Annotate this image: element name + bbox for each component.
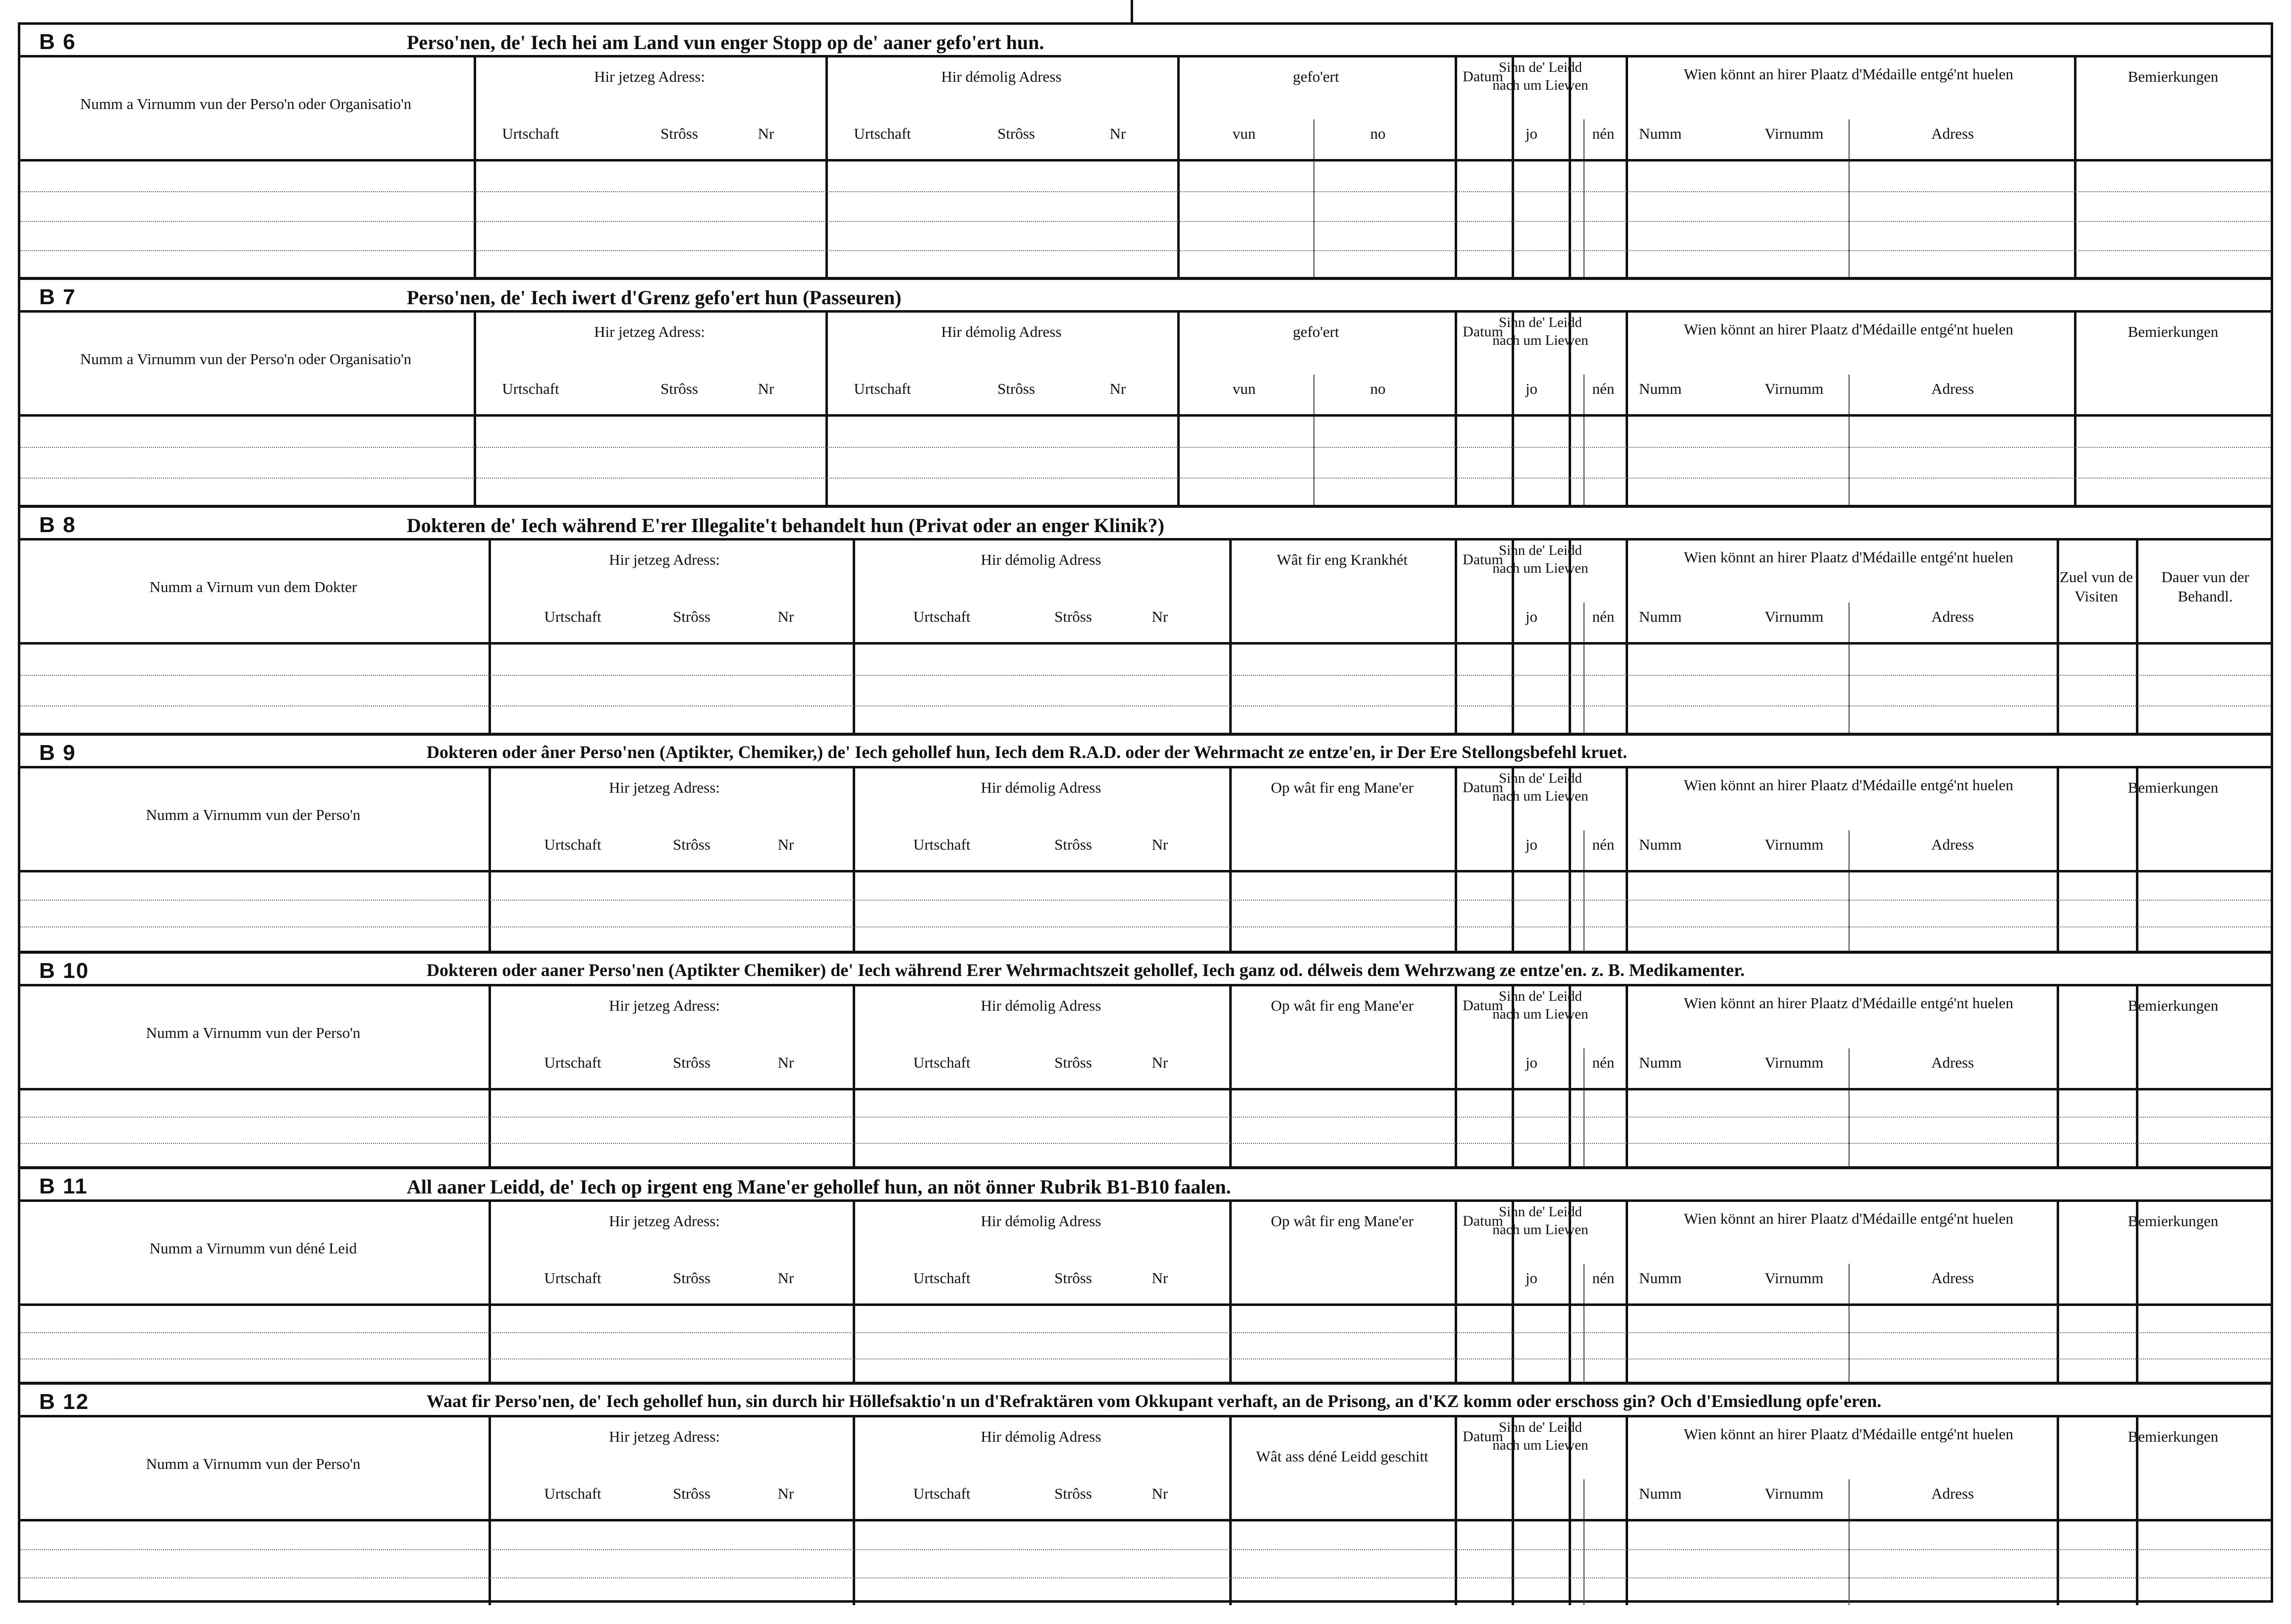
column-divider [853,768,855,954]
alive-yes-label: jo [1525,1054,1538,1071]
name-column-label: Numm a Virnumm vun der Perso'n oder Organisatio'n [80,95,412,112]
column-divider [489,986,491,1169]
medal-surname-label: Numm [1638,1054,1682,1071]
medal-address-label: Adress [1931,1269,1974,1287]
medal-address-label: Adress [1931,380,1974,397]
former-street-label: Strôss [1054,1054,1092,1071]
section-header [20,954,2271,986]
alive-question-label: Sinn de' Leidd nach um Liewen [1492,542,1588,577]
subcolumn-divider [1583,1479,1584,1605]
present-address-label: Hir jetzeg Adress: [609,1428,720,1445]
section-b7 [20,280,2271,508]
entry-line[interactable] [20,1549,2271,1550]
alive-yes-label: jo [1525,608,1538,625]
medal-address-label: Adress [1931,1054,1974,1071]
alive-yes-label: jo [1525,125,1538,142]
former-address-label: Hir démolig Adress [941,323,1062,340]
former-street-label: Strôss [1054,836,1092,853]
present-number-label: Nr [777,1485,794,1502]
medal-firstname-label: Virnumm [1764,1485,1824,1502]
medal-firstname-label: Virnumm [1764,125,1824,142]
header-body-rule [20,159,2271,162]
section-header [20,736,2271,768]
entry-line[interactable] [20,1332,2271,1333]
medal-address-label: Adress [1931,836,1974,853]
column-divider [489,1202,491,1385]
name-column-label: Numm a Virnumm vun der Perso'n [146,1024,361,1041]
name-column-label: Numm a Virnumm vun der Perso'n oder Organisatio'n [80,350,412,368]
entry-line[interactable] [20,191,2271,192]
present-address-label: Hir jetzeg Adress: [609,551,720,568]
present-number-label: Nr [777,1269,794,1287]
conducted-to-label: no [1370,125,1386,142]
alive-no-label: nén [1592,608,1615,625]
remarks-label: Bemierkungen [2127,779,2219,796]
alive-question-label: Sinn de' Leidd nach um Liewen [1492,1204,1588,1238]
former-town-label: Urtschaft [913,1054,971,1071]
alive-no-label: nén [1592,125,1615,142]
section-code: B 12 [39,1390,89,1414]
conducted-label: gefo'ert [1293,68,1339,85]
column-divider [1626,1202,1628,1385]
entry-line[interactable] [20,478,2271,479]
date-label: Datum [1463,68,1503,85]
date-label: Datum [1463,997,1503,1014]
header-body-rule [20,414,2271,417]
section-code: B 6 [39,30,76,54]
section-grid [20,768,2271,954]
former-address-label: Hir démolig Adress [981,1212,1101,1230]
medal-firstname-label: Virnumm [1764,1269,1824,1287]
present-street-label: Strôss [673,1485,710,1502]
alive-question-label: Sinn de' Leidd nach um Liewen [1492,988,1588,1023]
former-address-label: Hir démolig Adress [941,68,1062,85]
subcolumn-divider [1583,1264,1584,1385]
present-town-label: Urtschaft [502,125,559,142]
entry-line[interactable] [20,926,2271,927]
column-divider [1626,57,1628,280]
column-divider [1177,57,1180,280]
section-grid [20,1417,2271,1605]
column-divider [1455,986,1457,1169]
conducted-label: gefo'ert [1293,323,1339,340]
former-number-label: Nr [1151,836,1168,853]
section-title: Waat fir Perso'nen, de' Iech gehollef hun, sin durch hir Höllefsaktio'n un d'Refraktären vom Okkupant verhaft, an de Prisong, an d'KZ komm oder erschoss gin? Och d'Emsiedlung opfe'eren. [427,1391,1882,1411]
form-page [18,22,2273,1603]
former-number-label: Nr [1151,1269,1168,1287]
column-divider [853,1202,855,1385]
column-divider [1455,57,1457,280]
former-town-label: Urtschaft [913,608,971,625]
remarks-label: Bemierkungen [2127,1428,2219,1445]
alive-no-label: nén [1592,1269,1615,1287]
subcolumn-divider [1583,602,1584,736]
subcolumn-divider [1849,1264,1850,1385]
present-address-label: Hir jetzeg Adress: [594,68,705,85]
present-address-label: Hir jetzeg Adress: [609,779,720,796]
former-number-label: Nr [1151,608,1168,625]
medal-surname-label: Numm [1638,608,1682,625]
present-town-label: Urtschaft [544,608,601,625]
medal-label: Wien könnt an hirer Plaatz d'Médaille entgé'nt huelen [1684,1425,2014,1443]
section-header [20,280,2271,313]
conducted-to-label: no [1370,380,1386,397]
section-code: B 8 [39,513,76,537]
subcolumn-divider [1583,830,1584,954]
question-column-label: Op wât fir eng Mane'er [1271,779,1414,796]
question-column-label: Op wât fir eng Mane'er [1271,997,1414,1014]
former-street-label: Strôss [1054,1269,1092,1287]
header-body-rule [20,642,2271,645]
entry-line[interactable] [20,675,2271,676]
former-town-label: Urtschaft [854,380,911,397]
former-town-label: Urtschaft [913,836,971,853]
subcolumn-divider [1313,119,1314,280]
header-body-rule [20,1088,2271,1090]
section-code: B 11 [39,1174,88,1198]
subcolumn-divider [1849,119,1850,280]
conducted-from-label: vun [1232,125,1256,142]
medal-label: Wien könnt an hirer Plaatz d'Médaille entgé'nt huelen [1684,994,2014,1012]
section-grid [20,541,2271,736]
remarks-label: Bemierkungen [2127,323,2219,340]
section-b8 [20,508,2271,736]
column-divider [2057,986,2059,1169]
subcolumn-divider [1849,830,1850,954]
name-column-label: Numm a Virnumm vun déné Leid [149,1240,357,1257]
entry-line[interactable] [20,447,2271,448]
medal-firstname-label: Virnumm [1764,380,1824,397]
date-label: Datum [1463,1428,1503,1445]
section-b9 [20,736,2271,954]
section-header [20,508,2271,541]
section-code: B 9 [39,741,76,765]
former-address-label: Hir démolig Adress [981,551,1101,568]
medal-surname-label: Numm [1638,380,1682,397]
present-number-label: Nr [777,608,794,625]
present-street-label: Strôss [673,1054,710,1071]
column-divider [2057,1202,2059,1385]
present-town-label: Urtschaft [544,1485,601,1502]
alive-question-label: Sinn de' Leidd nach um Liewen [1492,315,1588,349]
section-title: Dokteren oder aaner Perso'nen (Aptikter Chemiker) de' Iech während Erer Wehrmachtszeit gehollef, Iech ganz od. délweis dem Wehrzwang ze entze'en. z. B. Medikamenter. [427,960,1745,980]
section-grid [20,57,2271,280]
present-town-label: Urtschaft [544,836,601,853]
column-divider [1229,1202,1232,1385]
medal-firstname-label: Virnumm [1764,1054,1824,1071]
entry-line[interactable] [20,1577,2271,1578]
remarks-label: Bemierkungen [2127,997,2219,1014]
section-b6 [20,25,2271,280]
section-b12 [20,1385,2271,1605]
present-street-label: Strôss [673,836,710,853]
conducted-from-label: vun [1232,380,1256,397]
alive-question-label: Sinn de' Leidd nach um Liewen [1492,770,1588,805]
date-label: Datum [1463,324,1503,340]
alive-yes-label: jo [1525,380,1538,397]
treatment-duration-label: Dauer vun der Behandl. [2161,568,2249,605]
present-address-label: Hir jetzeg Adress: [609,997,720,1014]
former-address-label: Hir démolig Adress [981,779,1101,796]
former-address-label: Hir démolig Adress [981,1428,1101,1445]
entry-line[interactable] [20,900,2271,901]
section-header [20,25,2271,57]
alive-no-label: nén [1592,380,1615,397]
former-number-label: Nr [1151,1054,1168,1071]
column-divider [489,768,491,954]
question-column-label: Wât ass déné Leidd geschitt [1256,1448,1428,1465]
section-b11 [20,1169,2271,1385]
medal-surname-label: Numm [1638,1269,1682,1287]
former-town-label: Urtschaft [913,1269,971,1287]
section-title: Dokteren oder âner Perso'nen (Aptikter, Chemiker,) de' Iech gehollef hun, Iech dem R.A.D. oder der Wehrmacht ze entze'en, ir Der Ere Stellongsbefehl kruet. [427,742,1628,762]
alive-question-label: Sinn de' Leidd nach um Liewen [1492,59,1588,94]
subcolumn-divider [1849,602,1850,736]
present-number-label: Nr [777,1054,794,1071]
present-street-label: Strôss [673,608,710,625]
column-divider [1455,1202,1457,1385]
entry-line[interactable] [20,705,2271,706]
medal-firstname-label: Virnumm [1764,608,1824,625]
alive-question-label: Sinn de' Leidd nach um Liewen [1492,1419,1588,1454]
medal-address-label: Adress [1931,125,1974,142]
medal-address-label: Adress [1931,608,1974,625]
subcolumn-divider [1583,119,1584,280]
present-town-label: Urtschaft [544,1054,601,1071]
subcolumn-divider [1849,1479,1850,1605]
medal-label: Wien könnt an hirer Plaatz d'Médaille entgé'nt huelen [1684,65,2014,83]
name-column-label: Numm a Virnumm vun der Perso'n [146,806,361,823]
medal-label: Wien könnt an hirer Plaatz d'Médaille entgé'nt huelen [1684,321,2014,338]
medal-label: Wien könnt an hirer Plaatz d'Médaille entgé'nt huelen [1684,776,2014,794]
date-label: Datum [1463,779,1503,796]
medal-surname-label: Numm [1638,1485,1682,1502]
present-street-label: Strôss [660,380,698,397]
subcolumn-divider [1849,1048,1850,1169]
question-column-label: Wât fir eng Krankhét [1276,551,1408,568]
former-street-label: Strôss [1054,608,1092,625]
medal-surname-label: Numm [1638,125,1682,142]
header-body-rule [20,1303,2271,1306]
former-town-label: Urtschaft [854,125,911,142]
date-label: Datum [1463,551,1503,568]
entry-line[interactable] [20,250,2271,251]
top-tick-mark [1131,0,1133,24]
date-label: Datum [1463,1213,1503,1229]
present-town-label: Urtschaft [544,1269,601,1287]
question-column-label: Op wât fir eng Mane'er [1271,1212,1414,1230]
subcolumn-divider [1313,375,1314,508]
present-number-label: Nr [758,125,774,142]
header-body-rule [20,1519,2271,1521]
former-number-label: Nr [1109,380,1126,397]
column-divider [1229,768,1232,954]
entry-line[interactable] [20,1358,2271,1359]
entry-line[interactable] [20,1117,2271,1118]
present-number-label: Nr [777,836,794,853]
column-divider [853,986,855,1169]
present-street-label: Strôss [660,125,698,142]
present-number-label: Nr [758,380,774,397]
former-number-label: Nr [1151,1485,1168,1502]
medal-address-label: Adress [1931,1485,1974,1502]
column-divider [1626,768,1628,954]
remarks-label: Bemierkungen [2127,1212,2219,1230]
column-divider [825,57,828,280]
visits-count-label: Zuel vun de Visiten [2059,568,2133,605]
subcolumn-divider [1583,375,1584,508]
section-header [20,1385,2271,1417]
subcolumn-divider [1583,1048,1584,1169]
former-number-label: Nr [1109,125,1126,142]
section-title: Perso'nen, de' Iech iwert d'Grenz gefo'ert hun (Passeuren) [407,286,902,309]
section-b10 [20,954,2271,1169]
former-address-label: Hir démolig Adress [981,997,1101,1014]
present-town-label: Urtschaft [502,380,559,397]
column-divider [2074,57,2076,280]
alive-no-label: nén [1592,1054,1615,1071]
former-street-label: Strôss [997,125,1035,142]
section-title: Perso'nen, de' Iech hei am Land vun enger Stopp op de' aaner gefo'ert hun. [407,31,1044,54]
section-title: Dokteren de' Iech während E'rer Illegalite't behandelt hun (Privat oder an enger Klinik?) [407,514,1164,537]
alive-yes-label: jo [1525,1269,1538,1287]
medal-firstname-label: Virnumm [1764,836,1824,853]
section-header [20,1169,2271,1202]
column-divider [1455,768,1457,954]
section-code: B 7 [39,285,76,309]
section-title: All aaner Leidd, de' Iech op irgent eng Mane'er gehollef hun, an nöt önner Rubrik B1-B10 faalen. [407,1176,1231,1198]
section-grid [20,986,2271,1169]
remarks-label: Bemierkungen [2127,68,2219,85]
section-grid [20,313,2271,508]
name-column-label: Numm a Virnum vun dem Dokter [149,578,357,595]
medal-surname-label: Numm [1638,836,1682,853]
former-street-label: Strôss [997,380,1035,397]
medal-label: Wien könnt an hirer Plaatz d'Médaille entgé'nt huelen [1684,1210,2014,1227]
header-body-rule [20,870,2271,872]
alive-no-label: nén [1592,836,1615,853]
column-divider [1626,986,1628,1169]
former-street-label: Strôss [1054,1485,1092,1502]
subcolumn-divider [1849,375,1850,508]
column-divider [474,57,476,280]
former-town-label: Urtschaft [913,1485,971,1502]
present-street-label: Strôss [673,1269,710,1287]
entry-line[interactable] [20,221,2271,222]
medal-label: Wien könnt an hirer Plaatz d'Médaille entgé'nt huelen [1684,548,2014,566]
column-divider [2057,768,2059,954]
present-address-label: Hir jetzeg Adress: [594,323,705,340]
name-column-label: Numm a Virnumm vun der Perso'n [146,1455,361,1472]
section-grid [20,1202,2271,1385]
section-code: B 10 [39,959,89,983]
entry-line[interactable] [20,1143,2271,1144]
alive-yes-label: jo [1525,836,1538,853]
column-divider [1229,986,1232,1169]
present-address-label: Hir jetzeg Adress: [609,1212,720,1230]
